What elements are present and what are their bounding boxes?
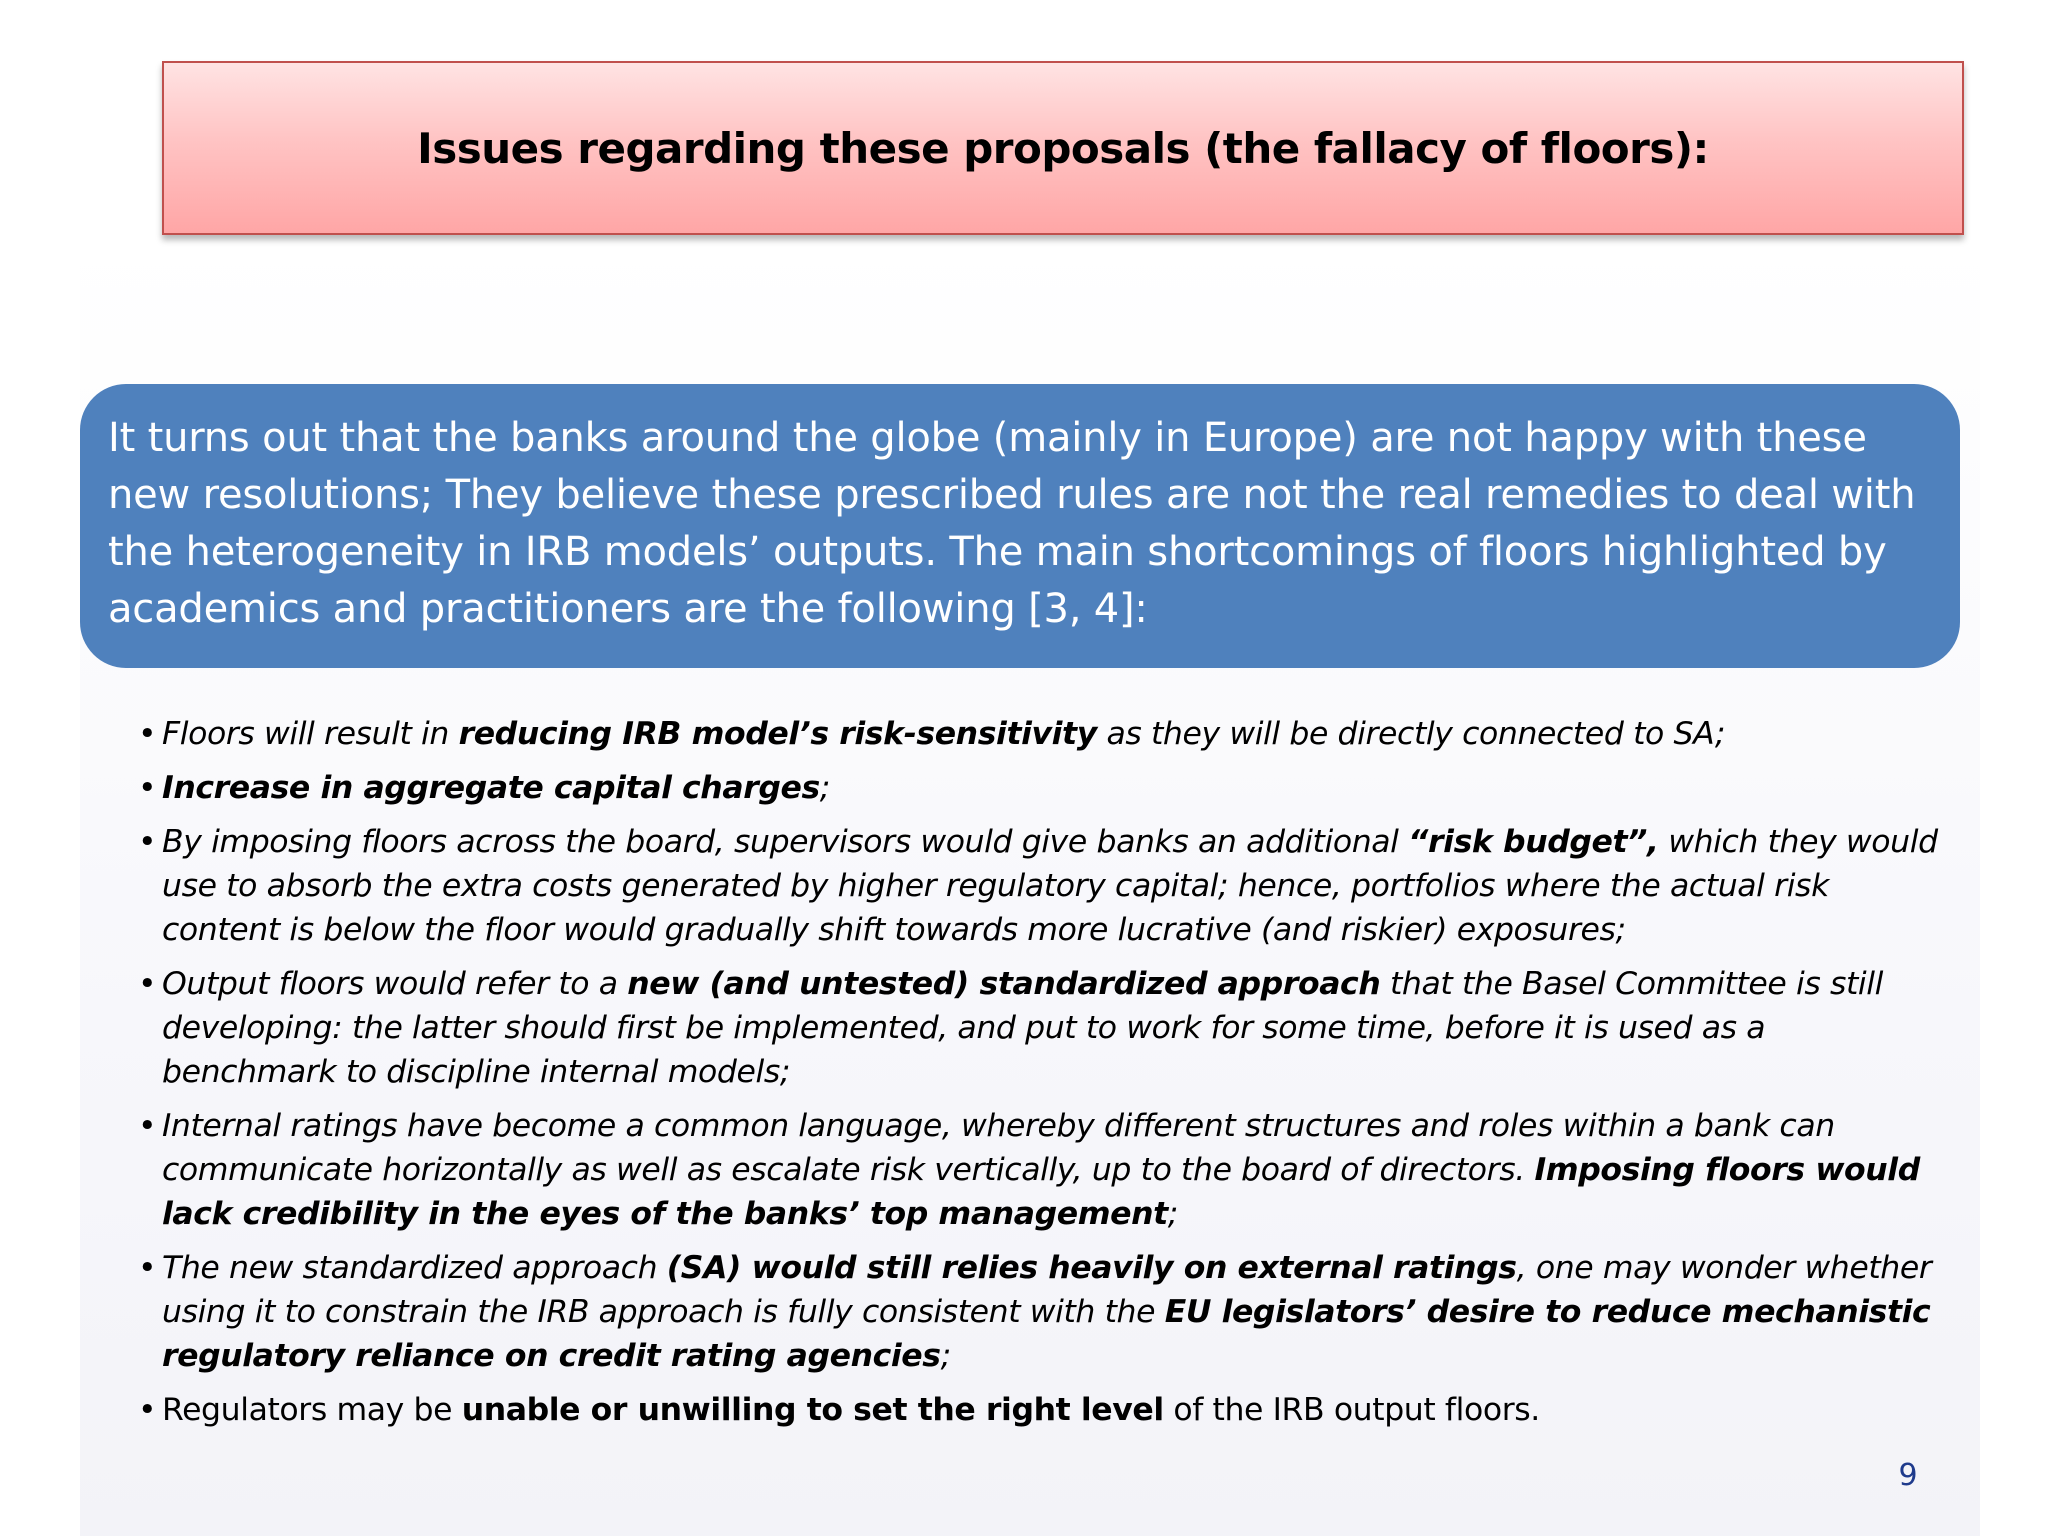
bullet-item: [138, 1388, 1938, 1432]
bullet-item: [138, 766, 1938, 810]
bullet-emphasis: reducing IRB model’s risk-sensitivity: [458, 716, 1097, 752]
bullet-dot: •: [138, 1250, 157, 1286]
bullet-item: [138, 1246, 1938, 1378]
bullet-emphasis: EU legislators’ desire to reduce mechanistic regulatory reliance on credit rating agencies: [162, 1294, 1931, 1374]
bullet-text: that the Basel Committee is still developing: the latter should first be implemented, and put to work for some time, before it is used as a benchmark to discipline internal models;: [162, 966, 1883, 1090]
bullet-emphasis: (SA) would still relies heavily on external ratings: [666, 1250, 1517, 1286]
page-number: 9: [1898, 1458, 1918, 1493]
bullet-text: Internal ratings have become a common language, whereby different structures and roles within a bank can communicate horizontally as well as escalate risk vertically, up to the board of directors.: [162, 1108, 1835, 1188]
bullet-emphasis: new (and untested) standardized approach: [627, 966, 1381, 1002]
slide-title: Issues regarding these proposals (the fallacy of floors):: [417, 123, 1709, 173]
bullet-dot: •: [138, 966, 157, 1002]
bullet-text: as they will be directly connected to SA;: [1096, 716, 1726, 752]
bullet-text: By imposing floors across the board, supervisors would give banks an additional: [162, 824, 1409, 860]
bullet-emphasis: “risk budget”,: [1408, 824, 1659, 860]
bullet-text: ;: [1167, 1196, 1178, 1232]
bullet-text: Floors will result in: [162, 716, 459, 752]
bullet-emphasis: Imposing floors would lack credibility in the eyes of the banks’ top management: [162, 1152, 1920, 1232]
bullet-dot: •: [138, 716, 157, 752]
bullet-item: [138, 712, 1938, 756]
bullet-text: which they would use to absorb the extra costs generated by higher regulatory capital; hence, portfolios where the actual risk content is below the floor would gradually shift towards more lucrative (and riskier) exposures;: [162, 824, 1938, 948]
bullet-text: Output floors would refer to a: [162, 966, 628, 1002]
bullet-dot: •: [138, 824, 157, 860]
bullet-dot: •: [138, 770, 157, 806]
title-banner: [162, 61, 1964, 235]
bullet-text: , one may wonder whether using it to constrain the IRB approach is fully consistent with the: [162, 1250, 1932, 1330]
bullet-text: of the IRB output floors.: [1163, 1392, 1540, 1428]
shortcomings-list: [138, 712, 1938, 1442]
bullet-item: [138, 962, 1938, 1094]
bullet-text: The new standardized approach: [162, 1250, 667, 1286]
bullet-item: [138, 1104, 1938, 1236]
bullet-text: Regulators may be: [162, 1392, 462, 1428]
bullet-item: [138, 820, 1938, 952]
bullet-dot: •: [138, 1392, 157, 1428]
bullet-emphasis: unable or unwilling to set the right level: [461, 1392, 1164, 1428]
intro-callout: [80, 384, 1960, 668]
bullet-text: ;: [940, 1338, 951, 1374]
bullet-text: ;: [819, 770, 831, 806]
bullet-dot: •: [138, 1108, 157, 1144]
intro-text: It turns out that the banks around the globe (mainly in Europe) are not happy with these new resolutions; They believe these prescribed rules are not the real remedies to deal with the heterogeneity in IRB models’ outputs. The main shortcomings of floors highlighted by academics and practitioners are the following [3, 4]:: [108, 415, 1916, 632]
bullet-emphasis: Increase in aggregate capital charges: [162, 770, 820, 806]
